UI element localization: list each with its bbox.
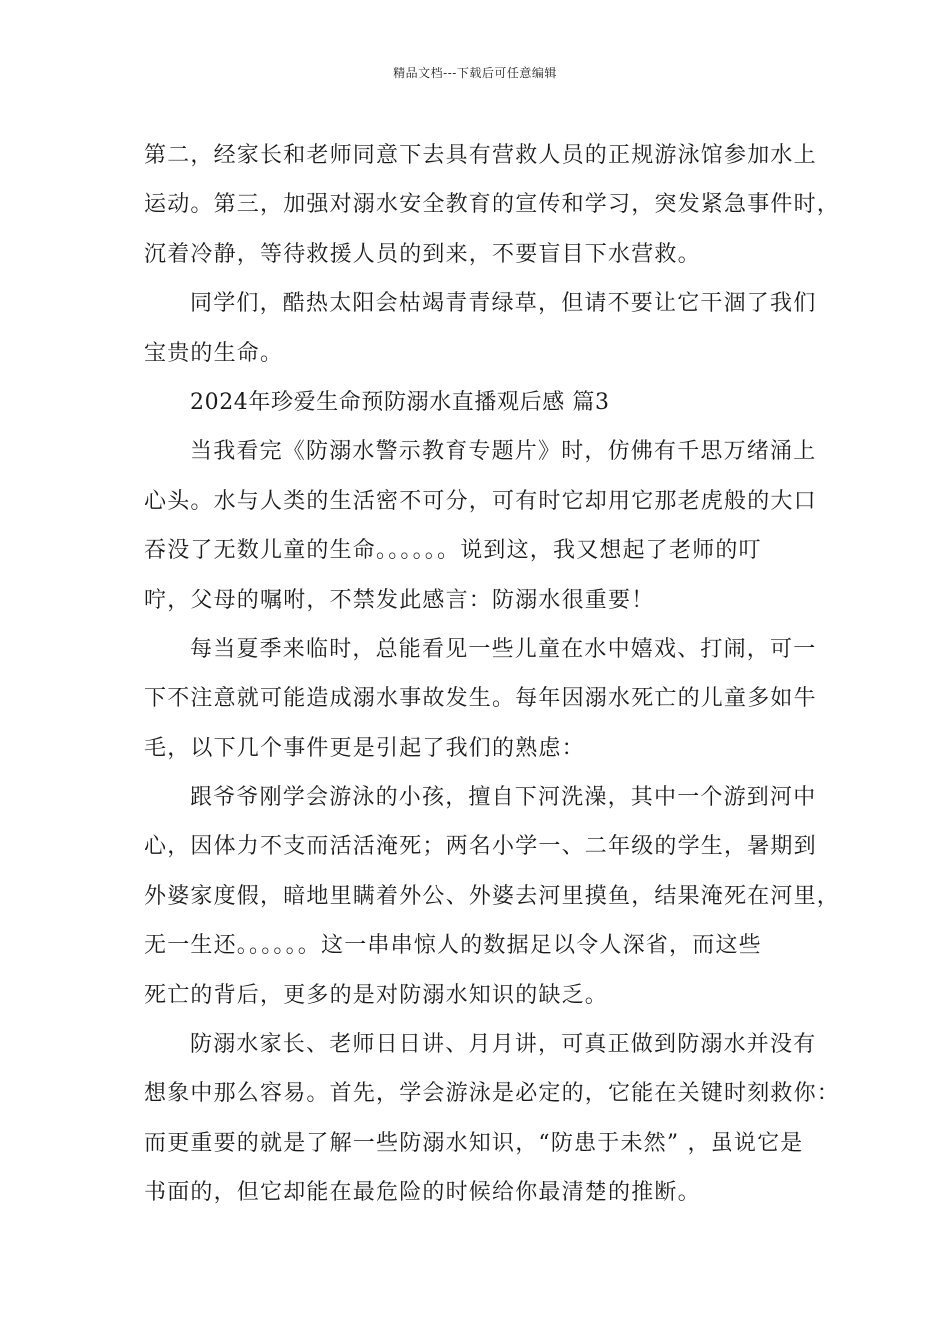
text-line: 沉着冷静，等待救援人员的到来，不要盲目下水营救。 [144, 241, 701, 267]
text-line: 而更重要的就是了解一些防溺水知识，“防患于未然” ，虽说它是 [144, 1130, 804, 1156]
text-line: 心头。水与人类的生活密不可分，可有时它却用它那老虎般的大口 [144, 488, 817, 514]
text-line: 吞没了无数儿童的生命。。。。。。说到这，我又想起了老师的叮 [144, 538, 762, 564]
text-line: 书面的，但它却能在最危险的时候给你最清楚的推断。 [144, 1180, 701, 1206]
text-line: 第二，经家长和老师同意下去具有营救人员的正规游泳馆参加水上 [144, 143, 817, 168]
paragraph-first-line: 跟爷爷刚学会游泳的小孩，擅自下河洗澡，其中一个游到河中 [190, 785, 817, 811]
paragraph-first-line: 当我看完《防溺水警示教育专题片》时，仿佛有千思万绪涌上 [190, 439, 817, 465]
page-header: 精品文档---下载后可任意编辑 [393, 66, 557, 80]
paragraph-first-line: 同学们，酷热太阳会枯竭青青绿草，但请不要让它干涸了我们 [190, 291, 817, 317]
text-line: 运动。第三，加强对溺水安全教育的宣传和学习，突发紧急事件时， [144, 192, 841, 218]
paragraph-first-line: 每当夏季来临时，总能看见一些儿童在水中嬉戏、打闹，可一 [190, 636, 817, 662]
text-line: 毛，以下几个事件更是引起了我们的熟虑： [144, 735, 585, 761]
text-line: 死亡的背后，更多的是对防溺水知识的缺乏。 [144, 982, 609, 1008]
document-body [144, 131, 841, 1218]
text-line: 宝贵的生命。 [144, 340, 284, 366]
text-line: 下不注意就可能造成溺水事故发生。每年因溺水死亡的儿童多如牛 [144, 686, 817, 712]
text-line: 外婆家度假，暗地里瞒着外公、外婆去河里摸鱼，结果淹死在河里， [144, 883, 841, 909]
text-line: 心，因体力不支而活活淹死；两名小学一、二年级的学生，暑期到 [144, 834, 817, 860]
paragraph-first-line: 防溺水家长、老师日日讲、月月讲，可真正做到防溺水并没有 [190, 1032, 817, 1058]
text-line: 咛，父母的嘱咐，不禁发此感言：防溺水很重要！ [144, 587, 655, 613]
text-line: 无一生还。。。。。。这一串串惊人的数据足以令人深省，而这些 [144, 933, 762, 959]
section-heading: 2024年珍爱生命预防溺水直播观后感 篇3 [190, 389, 610, 415]
text-line: 想象中那么容易。首先，学会游泳是必定的，它能在关键时刻救你： [144, 1081, 841, 1107]
